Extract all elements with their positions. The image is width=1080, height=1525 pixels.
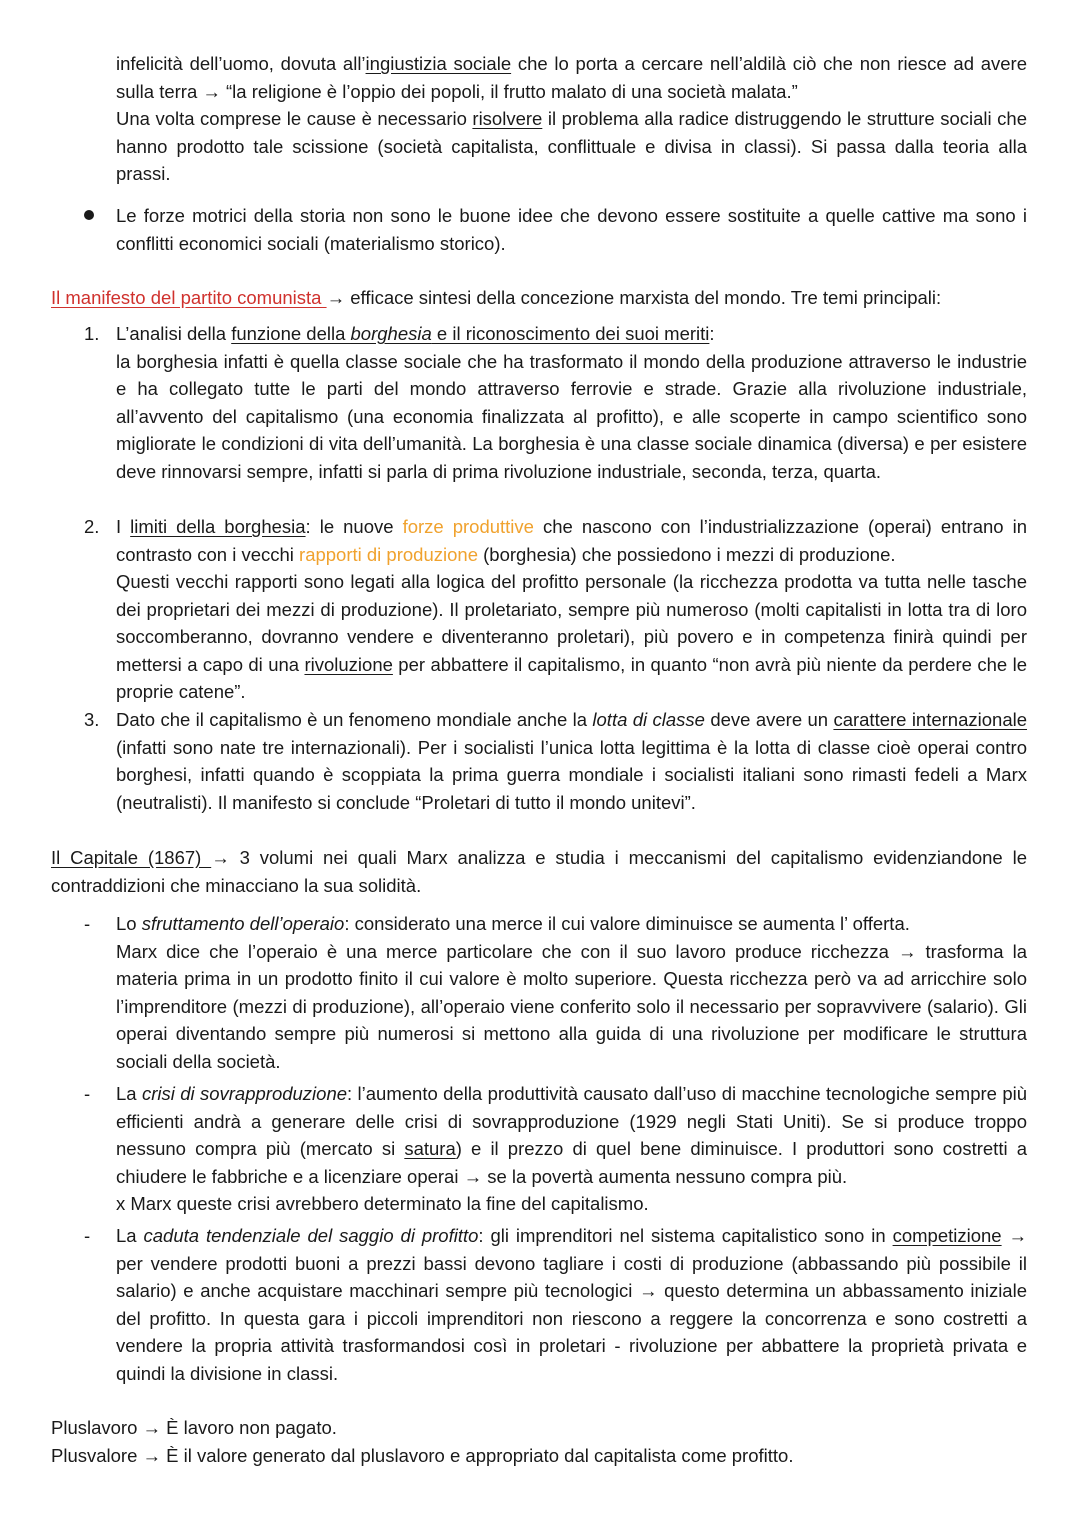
manifesto-item-1: L’analisi della funzione della borghesia e il riconoscimento dei suoi meriti: la borghesia infatti è quella classe sociale che ha trasformato il mondo della produzione attraverso le industrie e ha collegato tutte le parti del mondo attraverso ferrovie e strade. Grazie alla rivoluzione industriale, all’avvento del capitalismo (una economia finalizzata al profitto), e alle scoperte in campo scientifico sono migliorate le condizioni di vita dell’umanità. La borghesia è una classe sociale dinamica (diversa) e per esistere deve rinnovarsi sempre, infatti si parla di prima rivoluzione industriale, seconda, terza, quarta. (116, 323, 1027, 482)
capitale-item-2: La crisi di sovrapproduzione: l’aumento della produttività causato dall’uso di macchine tecnologiche sempre più efficienti andrà a generare delle crisi di sovrapproduzione (1929 negli Stati Uniti). Se si produce troppo nessuno compra più (mercato si satura) e il prezzo di quel bene diminuisce. I produttori sono costretti a chiudere le fabbriche e a licenziare operai → se la povertà aumenta nessuno compra più. x Marx queste crisi avrebbero determinato la fine del capitalismo. (116, 1083, 1028, 1214)
list-number: 3. (84, 709, 100, 730)
capitale-heading: Il Capitale (1867) → 3 volumi nei quali Marx analizza e studia i meccanismi del capitalismo evidenziandone le contraddizioni che minacciano la sua solidità. (51, 847, 1027, 896)
manifesto-heading: Il manifesto del partito comunista → efficace sintesi della concezione marxista del mondo. Tre temi principali: (51, 287, 942, 308)
definition-pluslavoro: Pluslavoro → È lavoro non pagato. (51, 1417, 337, 1438)
manifesto-item-2: I limiti della borghesia: le nuove forze produttive che nascono con l’industrializzazione (operai) entrano in contrasto con i vecchi rapporti di produzione (borghesia) che possiedono i mezzi di produzione. Questi vecchi rapporti sono legati alla logica del profitto personale (la ricchezza prodotta va tutta nelle tasche dei proprietari dei mezzi di produzione). Il proletariato, sempre più numeroso (molti capitalisti in lotta tra di loro soccomberanno, dovranno vendere e diventeranno proletari), più povero e in competenza finirà quindi per mettersi a capo di una rivoluzione per abbattere il capitalismo, in quanto “non avrà più niente da perdere che le proprie catene”. (116, 516, 1027, 702)
intro-paragraph-1: infelicità dell’uomo, dovuta all’ingiustizia sociale che lo porta a cercare nell’aldilà ciò che non riesce ad avere sulla terra → “la religione è l’oppio dei popoli, il frutto malato di una società malata.” (116, 53, 1027, 102)
capitale-item-3: La caduta tendenziale del saggio di profitto: gli imprenditori nel sistema capitalistico sono in competizione → per vendere prodotti buoni a prezzi bassi devono tagliare i costi di produzione (abbassando più possibile il salario) e anche acquistare macchinari sempre più tecnologici → questo determina un abbassamento iniziale del profitto. In questa gara i piccoli imprenditori non riescono a reggere la concorrenza e sono costretti a vendere la propria attività trasformandosi così in proletari - rivoluzione per abbattere la proprietà privata e quindi la divisione in classi. (116, 1225, 1028, 1384)
list-number: 2. (84, 516, 100, 537)
capitale-title: Il Capitale (1867) (51, 847, 212, 868)
intro-bullet: Le forze motrici della storia non sono le buone idee che devono essere sostituite a quelle cattive ma sono i conflitti economici sociali (materialismo storico). (116, 205, 1027, 254)
manifesto-title: Il manifesto del partito comunista (51, 287, 327, 308)
list-dash: - (84, 1083, 91, 1104)
capitale-item-1: Lo sfruttamento dell’operaio: considerato una merce il cui valore diminuisce se aumenta l’ offerta. Marx dice che l’operaio è una merce particolare che con il suo lavoro produce ricchezza → trasforma la materia prima in un prodotto finito il cui valore è molto superiore. Questa ricchezza però va ad arricchire solo l’imprenditore (mezzi di produzione), all’operaio viene conferito solo il necessario per sopravvivere (salario). Gli operai diventando sempre più numerosi si mettono alla guida di una rivoluzione per modificare le struttura sociali della società. (116, 913, 1027, 1072)
list-dash: - (84, 1225, 91, 1246)
intro-paragraph-2: Una volta comprese le cause è necessario risolvere il problema alla radice distruggendo le strutture sociali che hanno prodotto tale scissione (società capitalista, conflittuale e divisa in classi). Si passa dalla teoria alla prassi. (116, 108, 1027, 184)
list-number: 1. (84, 323, 100, 344)
definition-plusvalore: Plusvalore → È il valore generato dal pluslavoro e appropriato dal capitalista come profitto. (51, 1445, 794, 1466)
bullet-icon (84, 210, 94, 220)
manifesto-item-3: Dato che il capitalismo è un fenomeno mondiale anche la lotta di classe deve avere un carattere internazionale (infatti sono nate tre internazionali). Per i socialisti l’unica lotta legittima è la lotta di classe cioè operai contro borghesi, infatti quando è scoppiata la prima guerra mondiale i socialisti italiani sono rimasti fedeli a Marx (neutralisti). Il manifesto si conclude “Proletari di tutto il mondo unitevi”. (116, 709, 1028, 813)
list-dash: - (84, 913, 91, 934)
